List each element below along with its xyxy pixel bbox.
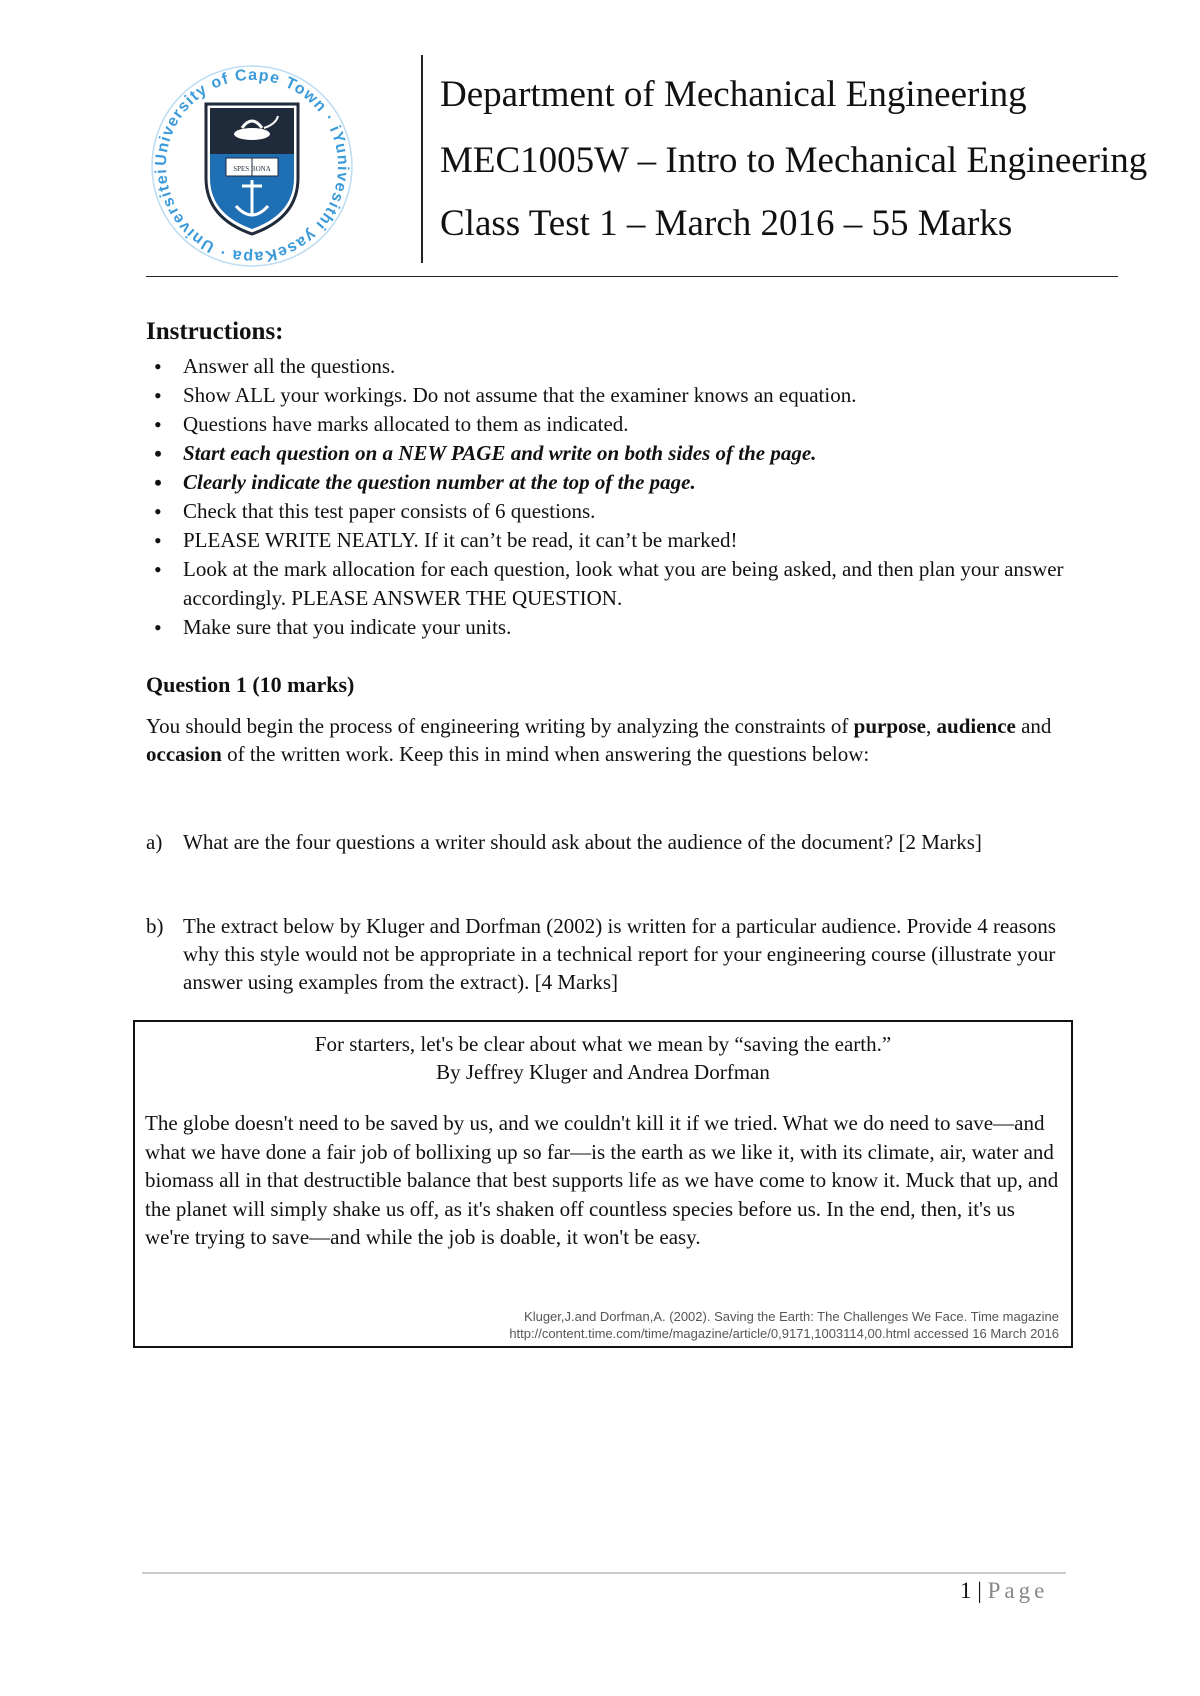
citation-url: http://content.time.com/time/magazine/article/0,9171,1003114,00.html accessed 16 March 2016 xyxy=(509,1326,1059,1341)
question-1-heading: Question 1 (10 marks) xyxy=(146,672,355,697)
list-item: • Look at the mark allocation for each question, look what you are being asked, and then plan your answer accordingly. PLEASE ANSWER THE QUESTION. xyxy=(150,555,1090,613)
list-item: • Clearly indicate the question number at the top of the page. xyxy=(150,468,1090,497)
university-logo xyxy=(144,58,360,274)
citation-line: Kluger,J.and Dorfman,A. (2002). Saving the Earth: The Challenges We Face. Time magazine xyxy=(524,1309,1059,1324)
intro-text: You should begin the process of engineering writing by analyzing the constraints of xyxy=(146,714,854,738)
department-title: Department of Mechanical Engineering xyxy=(440,74,1027,115)
header-rule xyxy=(146,276,1118,277)
question-1-intro xyxy=(146,712,1066,768)
page-label: Page xyxy=(987,1578,1049,1603)
uct-seal-icon xyxy=(144,58,360,274)
question-label: a) xyxy=(146,830,163,854)
intro-text: and xyxy=(1015,714,1052,738)
intro-audience: audience xyxy=(936,714,1016,738)
extract-title: For starters, let's be clear about what we mean by “saving the earth.” xyxy=(314,1032,892,1056)
page-number-value: 1 xyxy=(960,1578,972,1603)
intro-purpose: purpose xyxy=(853,714,927,738)
footer-rule xyxy=(142,1572,1066,1574)
intro-occasion: occasion xyxy=(146,742,222,766)
question-text: What are the four questions a writer should ask about the audience of the document? [2 Marks] xyxy=(183,830,982,854)
list-item: • Show ALL your workings. Do not assume that the examiner knows an equation. xyxy=(150,381,1090,410)
logo-motto: SPES BONA xyxy=(233,165,271,173)
test-title: Class Test 1 – March 2016 – 55 Marks xyxy=(440,203,1013,244)
list-item: • Answer all the questions. xyxy=(150,352,1090,381)
instructions-heading: Instructions: xyxy=(146,318,284,345)
list-item: • Make sure that you indicate your units. xyxy=(150,613,1090,642)
list-item: • Start each question on a NEW PAGE and write on both sides of the page. xyxy=(150,439,1090,468)
extract-body: The globe doesn't need to be saved by us, and we couldn't kill it if we tried. What we do need to save—and what we have done a fair job of bollixing up so far—is the earth as we like it, with its climate, air, water and biomass all in that destructible balance that best supports life as we have come to know it. Muck that up, and the planet will simply shake us off, as it's shaken off countless species before us. In the end, then, it's us we're trying to save—and while the job is doable, it won't be easy. xyxy=(145,1111,1059,1249)
question-label: b) xyxy=(146,914,164,938)
list-item: • PLEASE WRITE NEATLY. If it can’t be read, it can’t be marked! xyxy=(150,526,1090,555)
extract-byline: By Jeffrey Kluger and Andrea Dorfman xyxy=(436,1060,770,1084)
list-item: • Check that this test paper consists of 6 questions. xyxy=(150,497,1090,526)
course-title: MEC1005W – Intro to Mechanical Engineering xyxy=(440,140,1148,181)
extract-box xyxy=(133,1020,1073,1348)
intro-text: of the written work. Keep this in mind when answering the questions below: xyxy=(221,742,870,766)
instructions-list xyxy=(150,352,1090,642)
intro-text: , xyxy=(926,714,937,738)
extract-citation xyxy=(509,1308,1059,1342)
page-separator: | xyxy=(971,1578,988,1603)
question-1a xyxy=(146,828,1066,856)
logo-ring-text: University of Cape Town · iYunivesithi yaseKapa · Universitei xyxy=(152,66,352,266)
page-number xyxy=(960,1578,1048,1604)
question-text: The extract below by Kluger and Dorfman (2002) is written for a particular audience. Provide 4 reasons why this style would not be appropriate in a technical report for your engineering course (illustrate your answer using examples from the extract). [4 Marks] xyxy=(183,914,1056,994)
question-1b xyxy=(146,912,1066,996)
extract-header xyxy=(135,1030,1071,1086)
list-item: • Questions have marks allocated to them as indicated. xyxy=(150,410,1090,439)
header-divider xyxy=(421,55,423,263)
